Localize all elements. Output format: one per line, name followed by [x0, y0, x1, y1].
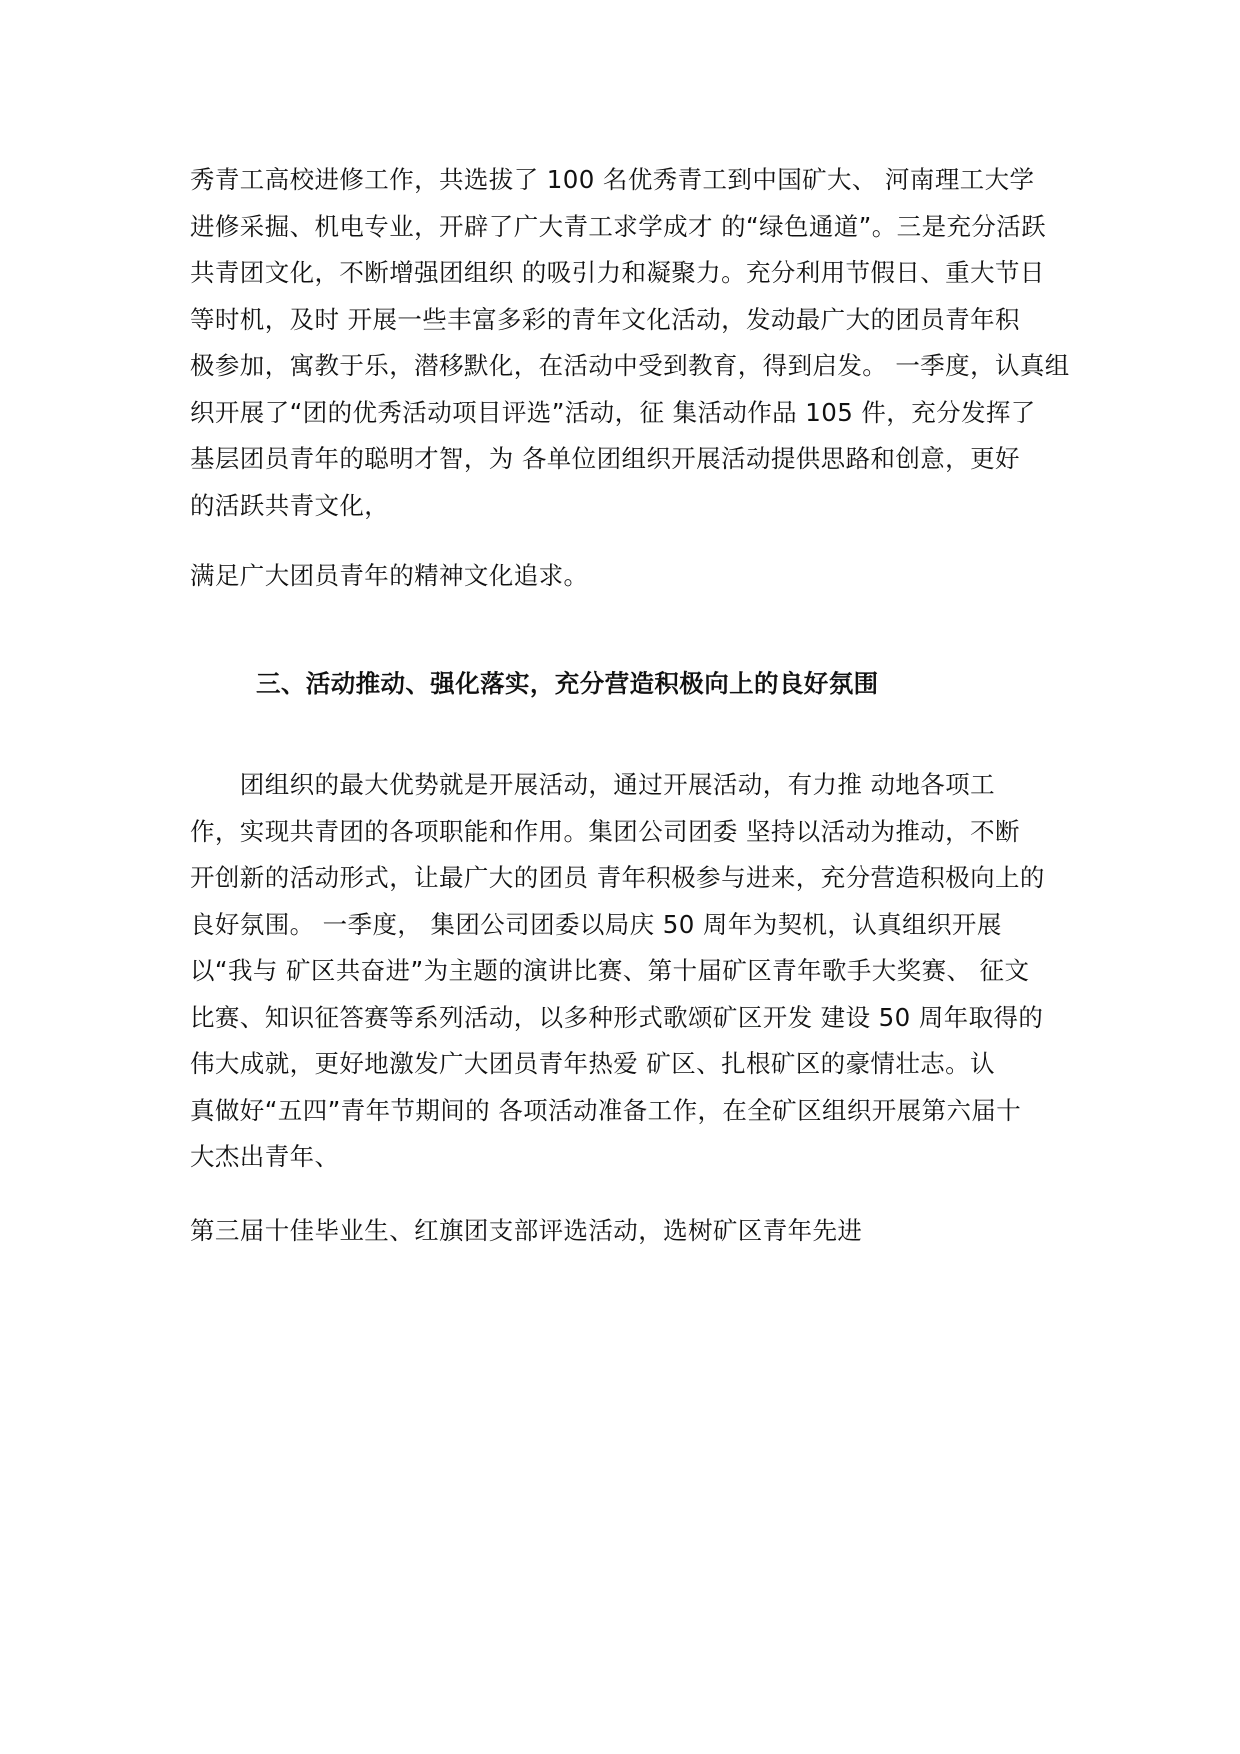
paragraph-2-continuation	[190, 1208, 1090, 1255]
text-line: 伟大成就，更好地激发广大团员青年热爱 矿区、扎根矿区的豪情壮志。认	[190, 1049, 995, 1078]
text-line: 进修采掘、机电专业，开辟了广大青工求学成才 的“绿色通道”。三是充分活跃	[190, 211, 1047, 241]
section-heading: 三、活动推动、强化落实，充分营造积极向上的良好氛围	[256, 669, 879, 698]
text-line: 极参加，寓教于乐，潜移默化，在活动中受到教育，得到启发。 一季度，认真组	[190, 351, 1070, 380]
paragraph-1	[190, 157, 1090, 529]
text-line: 基层团员青年的聪明才智，为 各单位团组织开展活动提供思路和创意，更好	[190, 444, 1020, 473]
text-line: 团组织的最大优势就是开展活动，通过开展活动，有力推 动地各项工	[190, 770, 995, 799]
text-line: 秀青工高校进修工作，共选拔了 100 名优秀青工到中国矿大、 河南理工大学	[190, 165, 1035, 194]
text-line: 满足广大团员青年的精神文化追求。	[190, 561, 589, 590]
text-line: 比赛、知识征答赛等系列活动，以多种形式歌颂矿区开发 建设 50 周年取得的	[190, 1002, 1044, 1032]
text-line: 真做好“五四”青年节期间的 各项活动准备工作，在全矿区组织开展第六届十	[190, 1095, 1022, 1125]
text-line: 良好氛围。 一季度， 集团公司团委以局庆 50 周年为契机，认真组织开展	[190, 909, 1002, 939]
text-line: 以“我与 矿区共奋进”为主题的演讲比赛、第十届矿区青年歌手大奖赛、 征文	[190, 956, 1030, 985]
paragraph-1-continuation	[190, 553, 1090, 600]
text-line: 织开展了“团的优秀活动项目评选”活动，征 集活动作品 105 件，充分发挥了	[190, 397, 1036, 427]
paragraph-2	[190, 762, 1090, 1181]
text-line: 作，实现共青团的各项职能和作用。集团公司团委 坚持以活动为推动，不断	[190, 816, 1020, 846]
text-line: 第三届十佳毕业生、红旗团支部评选活动，选树矿区青年先进	[190, 1216, 863, 1245]
text-line: 开创新的活动形式，让最广大的团员 青年积极参与进来，充分营造积极向上的	[190, 863, 1045, 892]
text-line: 大杰出青年、	[190, 1142, 340, 1171]
text-line: 共青团文化，不断增强团组织 的吸引力和凝聚力。充分利用节假日、重大节日	[190, 258, 1045, 287]
text-line: 的活跃共青文化，	[190, 490, 390, 520]
text-line: 等时机，及时 开展一些丰富多彩的青年文化活动，发动最广大的团员青年积	[190, 304, 1020, 334]
